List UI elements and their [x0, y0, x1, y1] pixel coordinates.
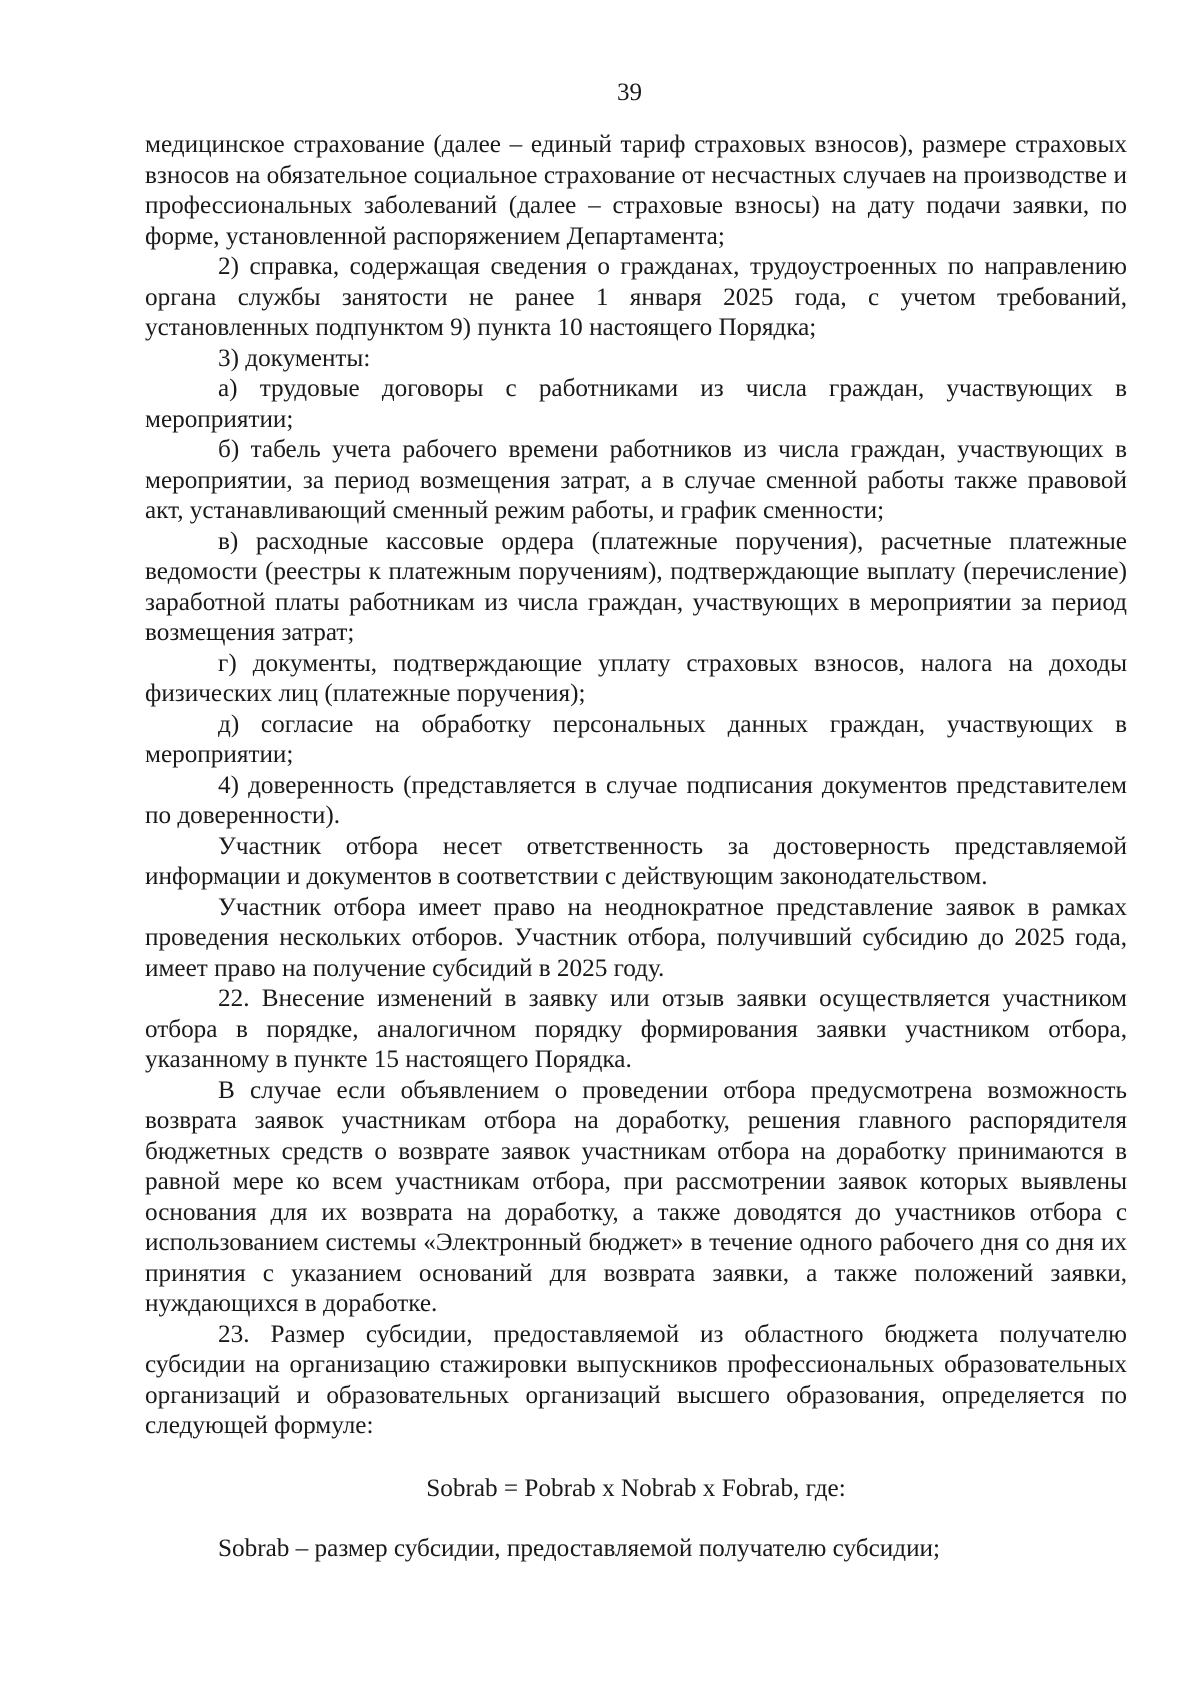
paragraph: г) документы, подтверждающие уплату страховых взносов, налога на доходы физических лиц (платежные поручения); [145, 649, 1127, 707]
definition: Sobrab – размер субсидии, предоставляемой получателю субсидии; [218, 1535, 941, 1562]
paragraph: а) трудовые договоры с работниками из числа граждан, участвующих в мероприятии; [145, 375, 1127, 433]
paragraph: д) согласие на обработку персональных данных граждан, участвующих в мероприятии; [145, 710, 1127, 768]
paragraph: Участник отбора имеет право на неоднократное представление заявок в рамках проведения нескольких отборов. Участник отбора, получивший субсидию до 2025 года, имеет право на получение субсидий в 2025 году. [145, 893, 1127, 982]
paragraph: медицинское страхование (далее – единый тариф страховых взносов), размере страховых взносов на обязательное социальное страхование от несчастных случаев на производстве и профессиональных заболеваний (далее – страховые взносы) на дату подачи заявки, по форме, установленной распоряжением Департамента; [145, 131, 1127, 250]
paragraph: 3) документы: [218, 344, 371, 372]
document-body [145, 130, 1127, 1565]
paragraph: 2) справка, содержащая сведения о гражданах, трудоустроенных по направлению органа службы занятости не ранее 1 января 2025 года, с учетом требований, установленных подпунктом 9) пункта 10 настоящего Порядка; [145, 253, 1127, 341]
paragraph: В случае если объявлением о проведении отбора предусмотрена возможность возврата заявок участникам отбора на доработку, решения главного распорядителя бюджетных средств о возврате заявок участникам отбора на доработку принимаются в равной мере ко всем участникам отбора, при рассмотрении заявок которых выявлены основания для их возврата на доработку, а также доводятся до участников отбора с использованием системы «Электронный бюджет» в течение одного рабочего дня со дня их принятия с указанием оснований для возврата заявки, а также положений заявки, нуждающихся в доработке. [145, 1076, 1127, 1317]
paragraph: Участник отбора несет ответственность за достоверность представляемой информации и документов в соответствии с действующим законодательством. [145, 832, 1127, 890]
paragraph: б) табель учета рабочего времени работников из числа граждан, участвующих в мероприятии, за период возмещения затрат, а в случае сменной работы также правовой акт, устанавливающий сменный режим работы, и график сменности; [145, 436, 1127, 524]
paragraph: в) расходные кассовые ордера (платежные поручения), расчетные платежные ведомости (реестры к платежным поручениям), подтверждающие выплату (перечисление) заработной платы работникам из числа граждан, участвующих в мероприятии за период возмещения затрат; [145, 527, 1127, 646]
paragraph: 23. Размер субсидии, предоставляемой из областного бюджета получателю субсидии на организацию стажировки выпускников профессиональных образовательных организаций и образовательных организаций высшего образования, определяется по следующей формуле: [145, 1320, 1127, 1439]
paragraph: 4) доверенность (представляется в случае подписания документов представителем по доверенности). [145, 771, 1127, 829]
paragraph: 22. Внесение изменений в заявку или отзыв заявки осуществляется участником отбора в порядке, аналогичном порядку формирования заявки участником отбора, указанному в пункте 15 настоящего Порядка. [145, 985, 1127, 1073]
page-number: 39 [617, 79, 642, 106]
formula: Sobrab = Pobrab x Nobrab x Fobrab, где: [426, 1474, 846, 1502]
